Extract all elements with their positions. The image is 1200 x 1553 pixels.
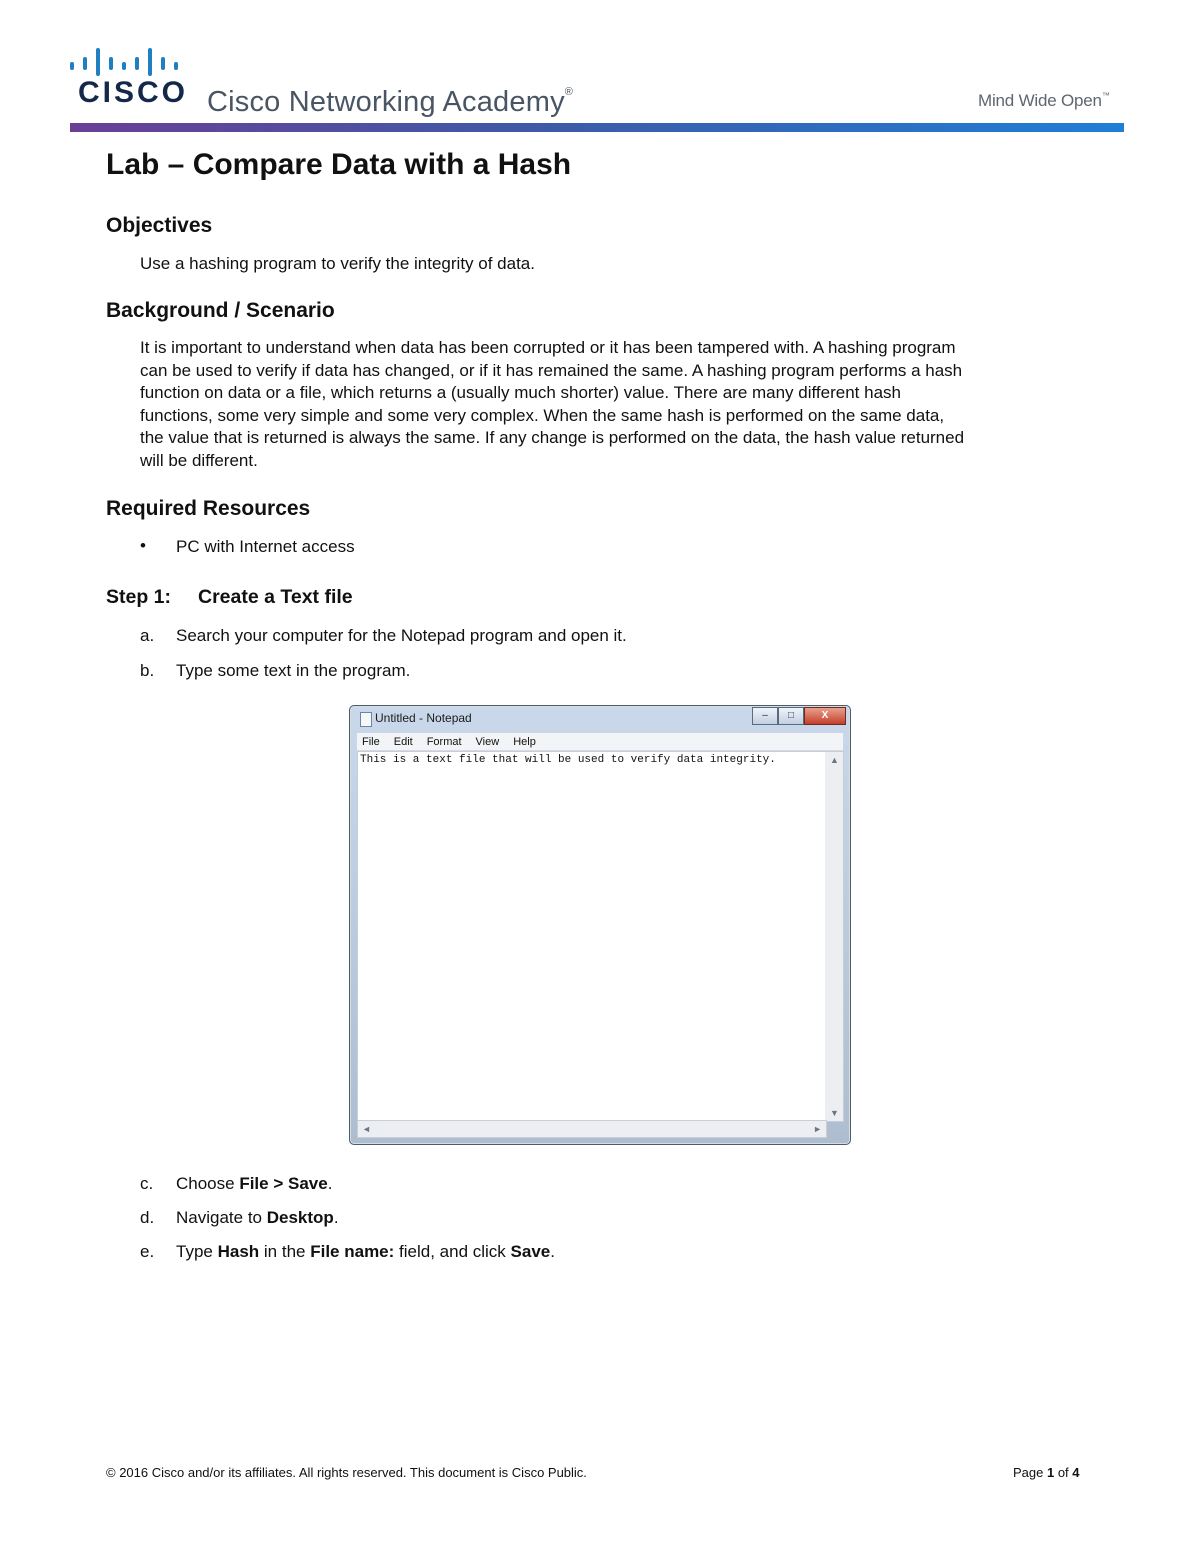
menu-edit[interactable]: Edit (393, 735, 413, 748)
step-item-a: a. Search your computer for the Notepad program and open it. (140, 626, 627, 645)
notepad-title: Untitled - Notepad (375, 711, 472, 725)
notepad-window (349, 705, 851, 1145)
background-line: function on data or a file, which returns a (usually much shorter) value. There are many different hash (140, 383, 901, 403)
background-line: functions, some very simple and some very complex. When the same hash is performed on the same data, (140, 405, 945, 425)
background-heading: Background / Scenario (106, 299, 335, 322)
scroll-right-icon[interactable]: ► (813, 1124, 822, 1134)
step-item-b: b. Type some text in the program. (140, 661, 411, 680)
resource-text: PC with Internet access (176, 537, 355, 556)
tagline: Mind Wide Open™ (978, 91, 1110, 110)
step-item-e: e. Type Hash in the File name: field, and click Save. (140, 1242, 555, 1261)
header-rule (70, 123, 1124, 132)
background-line: can be used to verify if data has changed, or if it has remained the same. A hashing program performs a hash (140, 360, 963, 380)
menu-file[interactable]: File (362, 735, 380, 748)
background-line: the value that is returned is always the same. If any change is performed on the data, the hash value returned (140, 428, 965, 448)
page-number: Page 1 of 4 (1013, 1465, 1080, 1480)
bullet-icon: • (140, 536, 146, 555)
menu-help[interactable]: Help (513, 735, 536, 748)
notepad-icon (360, 712, 372, 727)
notepad-menubar (357, 733, 843, 751)
step-number: Step 1: (106, 586, 172, 608)
step-title: Create a Text file (198, 586, 353, 608)
scroll-down-icon[interactable]: ▼ (830, 1108, 839, 1118)
step-item-d: d. Navigate to Desktop. (140, 1208, 339, 1227)
step-heading (106, 585, 353, 609)
horizontal-scrollbar[interactable] (357, 1120, 827, 1138)
cisco-logo-bars (70, 48, 182, 76)
scroll-up-icon[interactable]: ▲ (830, 755, 839, 765)
background-paragraph (140, 337, 1102, 473)
objectives-text: Use a hashing program to verify the integrity of data. (140, 254, 535, 273)
page-title: Lab – Compare Data with a Hash (106, 148, 572, 181)
footer-copyright: © 2016 Cisco and/or its affiliates. All rights reserved. This document is Cisco Public. (106, 1465, 587, 1480)
close-button[interactable]: X (804, 707, 846, 725)
window-controls (752, 707, 846, 723)
notepad-text-area[interactable] (357, 751, 827, 1122)
menu-view[interactable]: View (475, 735, 500, 748)
step-item-c: c. Choose File > Save. (140, 1174, 333, 1193)
cisco-logo-word: CISCO (78, 76, 189, 109)
notepad-content: This is a text file that will be used to verify data integrity. (360, 754, 776, 766)
resources-heading: Required Resources (106, 497, 311, 520)
maximize-button[interactable]: □ (778, 707, 804, 725)
background-line: It is important to understand when data has been corrupted or it has been tampered with. A hashing program (140, 338, 956, 357)
academy-title: Cisco Networking Academy® (207, 86, 574, 118)
scroll-left-icon[interactable]: ◄ (362, 1124, 371, 1134)
vertical-scrollbar[interactable] (825, 751, 844, 1122)
minimize-button[interactable]: – (752, 707, 778, 725)
background-line: will be different. (140, 450, 258, 470)
menu-format[interactable]: Format (426, 735, 462, 748)
objectives-heading: Objectives (106, 214, 213, 237)
